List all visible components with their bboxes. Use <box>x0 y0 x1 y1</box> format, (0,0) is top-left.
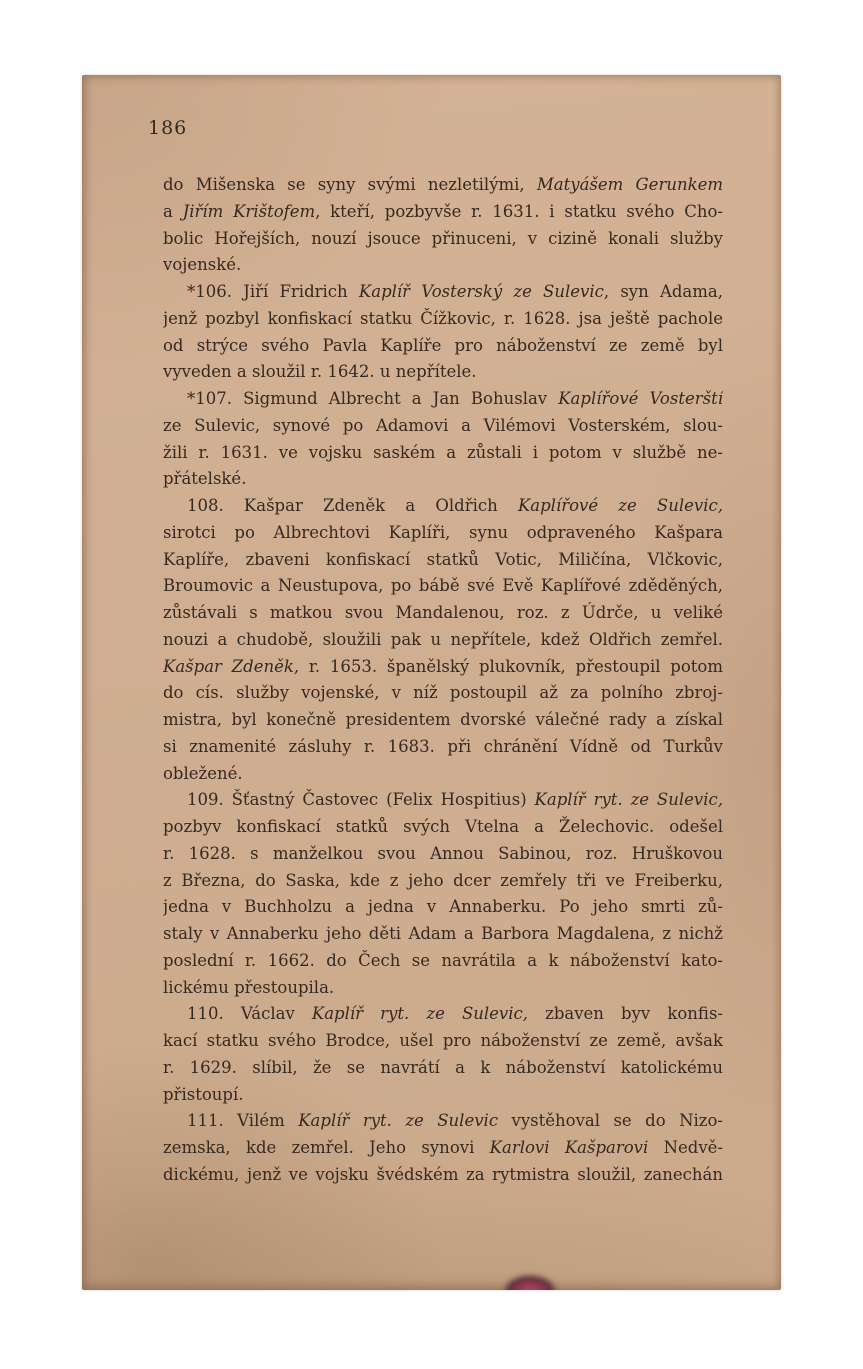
text-line <box>163 921 723 948</box>
text-line <box>163 1028 723 1055</box>
body-text: r. 1629. slíbil, že se navrátí a k náboženství katolickému <box>163 1057 723 1077</box>
text-line <box>163 1135 723 1162</box>
body-text: si znamenité zásluhy r. 1683. při chránění Vídně od Turkův <box>163 736 723 756</box>
italic-name-text: Matyášem Gerunkem <box>536 175 723 194</box>
text-line <box>163 466 723 493</box>
text-line <box>163 573 723 600</box>
body-text: 108. Kašpar Zdeněk a Oldřich <box>187 496 518 515</box>
text-line <box>163 440 723 467</box>
text-line <box>163 413 723 440</box>
text-block <box>163 172 723 1189</box>
body-text: vystěhoval se do Nizo- <box>498 1111 723 1131</box>
text-line <box>163 975 723 1002</box>
body-text: zbaven byv konfis- <box>528 1004 723 1024</box>
body-text: staly v Annaberku jeho děti Adam a Barbora Magdalena, z nichž <box>163 924 723 943</box>
body-text: , r. 1653. španělský plukovník, přestoupil potom <box>293 656 723 676</box>
body-text: pozbyv konfiskací statků svých Vtelna a Želechovic. odešel <box>163 817 723 836</box>
text-line <box>163 1162 723 1189</box>
finger-smudge-artifact <box>498 1271 562 1290</box>
text-line <box>163 841 723 868</box>
body-text: a <box>163 201 183 221</box>
text-line <box>163 199 723 226</box>
body-text: žili r. 1631. ve vojsku saském a zůstali i potom v službě ne- <box>163 442 723 462</box>
text-line <box>163 279 723 306</box>
text-line <box>163 1001 723 1028</box>
italic-name-text: Kašpar Zdeněk <box>163 656 294 676</box>
body-text: Kaplíře, zbaveni konfiskací statků Votic, Miličína, Vlčkovic, <box>163 549 723 569</box>
book-page <box>82 75 781 1290</box>
body-text: r. 1628. s manželkou svou Annou Sabinou, roz. Hruškovou <box>163 843 723 863</box>
body-text: do Mišenska se syny svými nezletilými, <box>163 175 537 194</box>
italic-name-text: Kaplíř ryt. ze Sulevic <box>298 1111 499 1131</box>
body-text: ze Sulevic, synové po Adamovi a Vilémovi Vosterském, slou- <box>163 415 723 435</box>
body-text: *106. Jiří Fridrich <box>187 282 359 301</box>
text-line <box>163 520 723 547</box>
body-text: do cís. služby vojenské, v níž postoupil až za polního zbroj- <box>163 683 723 703</box>
text-line <box>163 814 723 841</box>
text-line <box>163 627 723 654</box>
text-line <box>163 333 723 360</box>
body-text: z Března, do Saska, kde z jeho dcer zemřely tři ve Freiberku, <box>163 870 723 890</box>
body-text: lickému přestoupila. <box>163 977 335 997</box>
body-text: vyveden a sloužil r. 1642. u nepřítele. <box>163 362 477 382</box>
text-line <box>163 761 723 788</box>
body-text: od strýce svého Pavla Kaplíře pro náboženství ze země byl <box>163 335 723 355</box>
text-line <box>163 386 723 413</box>
text-line <box>163 1055 723 1082</box>
body-text: obležené. <box>163 763 243 783</box>
body-text: kací statku svého Brodce, ušel pro náboženství ze země, avšak <box>163 1031 723 1050</box>
body-text: , kteří, pozbyvše r. 1631. i statku svého Cho- <box>315 201 723 221</box>
body-text: vojenské. <box>163 255 242 275</box>
body-text: dickému, jenž ve vojsku švédském za rytmistra sloužil, zanechán <box>163 1164 723 1184</box>
body-text: *107. Sigmund Albrecht a Jan Bohuslav <box>187 389 559 408</box>
body-text: 111. Vilém <box>187 1111 299 1131</box>
text-line <box>163 654 723 681</box>
body-text: přátelské. <box>163 469 247 489</box>
text-line <box>163 172 723 199</box>
text-line <box>163 680 723 707</box>
body-text: jedna v Buchholzu a jedna v Annaberku. Po jeho smrti zů- <box>163 897 723 917</box>
italic-name-text: Kaplíř ryt. ze Sulevic, <box>311 1004 529 1024</box>
body-text: přistoupí. <box>163 1084 244 1104</box>
text-line <box>163 894 723 921</box>
body-text: poslední r. 1662. do Čech se navrátila a k náboženství kato- <box>163 950 723 970</box>
text-line <box>163 868 723 895</box>
italic-name-text: Kaplířové ze Sulevic, <box>517 496 723 515</box>
text-line <box>163 252 723 279</box>
text-line <box>163 600 723 627</box>
italic-name-text: Jiřím Krištofem <box>182 201 316 221</box>
body-text: jenž pozbyl konfiskací statku Čížkovic, r. 1628. jsa ještě pachole <box>163 308 723 328</box>
body-text: 110. Václav <box>187 1004 312 1024</box>
text-line <box>163 359 723 386</box>
page-number: 186 <box>148 117 188 139</box>
text-line <box>163 1108 723 1135</box>
text-line <box>163 493 723 520</box>
text-line <box>163 306 723 333</box>
italic-name-text: Kaplíř Vosterský ze Sulevic <box>358 282 604 301</box>
italic-name-text: Kaplířové Vosterští <box>558 389 723 408</box>
text-line <box>163 948 723 975</box>
body-text: mistra, byl konečně presidentem dvorské válečné rady a získal <box>163 710 723 729</box>
body-text: nouzi a chudobě, sloužili pak u nepřítele, kdež Oldřich zemřel. <box>163 629 723 649</box>
text-line <box>163 1082 723 1109</box>
body-text: , syn Adama, <box>603 282 723 301</box>
text-line <box>163 226 723 253</box>
text-line <box>163 547 723 574</box>
text-line <box>163 734 723 761</box>
italic-name-text: Karlovi Kašparovi <box>489 1138 649 1157</box>
text-line <box>163 787 723 814</box>
body-text: 109. Šťastný Častovec (Felix Hospitius) <box>187 790 535 810</box>
body-text: sirotci po Albrechtovi Kaplíři, synu odpraveného Kašpara <box>163 522 723 542</box>
italic-name-text: Kaplíř ryt. ze Sulevic, <box>534 790 723 810</box>
body-text: bolic Hořejších, nouzí jsouce přinuceni, v cizině konali služby <box>163 228 723 248</box>
body-text: zemska, kde zemřel. Jeho synovi <box>163 1138 490 1157</box>
text-line <box>163 707 723 734</box>
body-text: Broumovic a Neustupova, po bábě své Evě Kaplířové zděděných, <box>163 576 723 596</box>
body-text: zůstávali s matkou svou Mandalenou, roz. z Údrče, u veliké <box>163 603 723 622</box>
body-text: Nedvě- <box>648 1138 723 1157</box>
